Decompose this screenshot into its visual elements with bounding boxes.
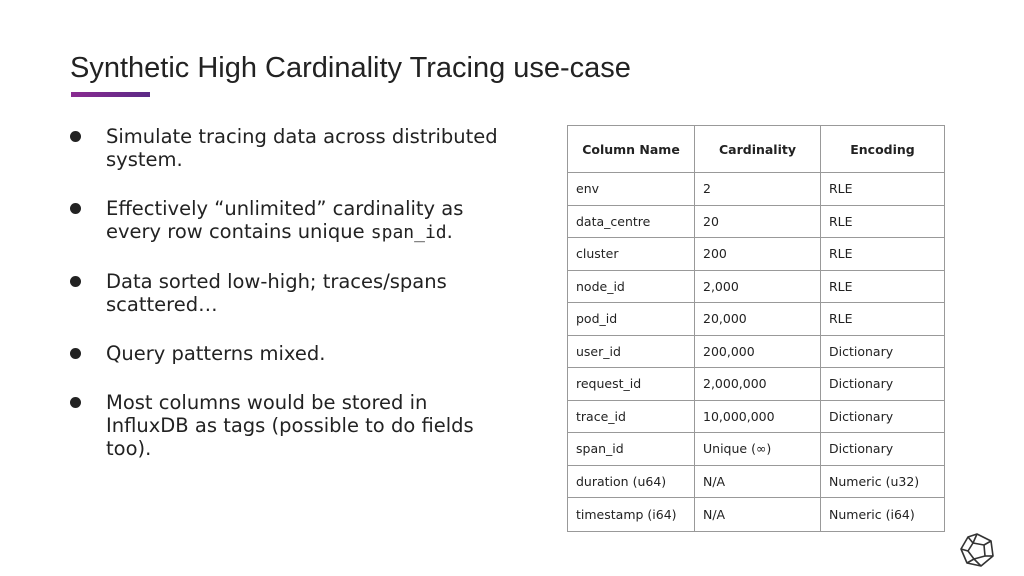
- bullet-text: Query patterns mixed.: [106, 342, 326, 365]
- header-column-name: Column Name: [568, 126, 695, 173]
- cell-encoding: Dictionary: [821, 400, 945, 433]
- bullet-item: [66, 125, 516, 171]
- slide-title: Synthetic High Cardinality Tracing use-case: [70, 52, 631, 84]
- cell-encoding: RLE: [821, 238, 945, 271]
- table-header-row: [568, 126, 945, 173]
- cell-encoding: Dictionary: [821, 368, 945, 401]
- cell-cardinality: 200,000: [695, 335, 821, 368]
- cell-column-name: span_id: [568, 433, 695, 466]
- bullet-text-end: .: [446, 220, 453, 243]
- cell-cardinality: 2,000,000: [695, 368, 821, 401]
- table-row: [568, 433, 945, 466]
- table-row: [568, 303, 945, 336]
- table-row: [568, 465, 945, 498]
- bullet-text: Effectively “unlimited” cardinality as every row contains unique: [106, 197, 464, 243]
- influxdb-cuboctahedron-icon: [959, 532, 995, 568]
- cell-cardinality: 20,000: [695, 303, 821, 336]
- cell-cardinality: 10,000,000: [695, 400, 821, 433]
- table-row: [568, 335, 945, 368]
- table-row: [568, 498, 945, 532]
- table-row: [568, 270, 945, 303]
- cell-cardinality: Unique (∞): [695, 433, 821, 466]
- cell-cardinality: 20: [695, 205, 821, 238]
- cell-encoding: RLE: [821, 173, 945, 206]
- cell-column-name: user_id: [568, 335, 695, 368]
- bullet-text: Most columns would be stored in InfluxDB as tags (possible to do fields too).: [106, 391, 474, 460]
- table-row: [568, 238, 945, 271]
- bullet-dot-icon: [70, 276, 81, 287]
- bullet-dot-icon: [70, 203, 81, 214]
- cell-cardinality: 2: [695, 173, 821, 206]
- bullet-item: [66, 391, 516, 460]
- cell-cardinality: N/A: [695, 465, 821, 498]
- cell-cardinality: 2,000: [695, 270, 821, 303]
- cell-column-name: timestamp (i64): [568, 498, 695, 532]
- cell-cardinality: 200: [695, 238, 821, 271]
- cardinality-table: [567, 125, 945, 532]
- cell-encoding: Dictionary: [821, 335, 945, 368]
- inline-code: span_id: [370, 222, 447, 243]
- cell-column-name: node_id: [568, 270, 695, 303]
- table-row: [568, 368, 945, 401]
- bullet-item: [66, 342, 516, 365]
- cell-encoding: RLE: [821, 270, 945, 303]
- cell-column-name: duration (u64): [568, 465, 695, 498]
- cell-encoding: Numeric (u32): [821, 465, 945, 498]
- cell-column-name: pod_id: [568, 303, 695, 336]
- bullet-dot-icon: [70, 131, 81, 142]
- bullet-text: Simulate tracing data across distributed system.: [106, 125, 498, 171]
- cell-column-name: trace_id: [568, 400, 695, 433]
- cell-column-name: data_centre: [568, 205, 695, 238]
- bullet-dot-icon: [70, 348, 81, 359]
- cell-cardinality: N/A: [695, 498, 821, 532]
- cell-column-name: env: [568, 173, 695, 206]
- bullet-list: [66, 125, 516, 486]
- title-underline: [71, 92, 150, 97]
- bullet-item: [66, 270, 516, 316]
- table-row: [568, 400, 945, 433]
- cell-encoding: RLE: [821, 303, 945, 336]
- cell-encoding: Dictionary: [821, 433, 945, 466]
- bullet-text: Data sorted low-high; traces/spans scattered…: [106, 270, 447, 316]
- header-encoding: Encoding: [821, 126, 945, 173]
- cell-column-name: request_id: [568, 368, 695, 401]
- cell-encoding: Numeric (i64): [821, 498, 945, 532]
- bullet-item: [66, 197, 516, 244]
- table-row: [568, 205, 945, 238]
- bullet-dot-icon: [70, 397, 81, 408]
- cell-column-name: cluster: [568, 238, 695, 271]
- table-row: [568, 173, 945, 206]
- header-cardinality: Cardinality: [695, 126, 821, 173]
- cell-encoding: RLE: [821, 205, 945, 238]
